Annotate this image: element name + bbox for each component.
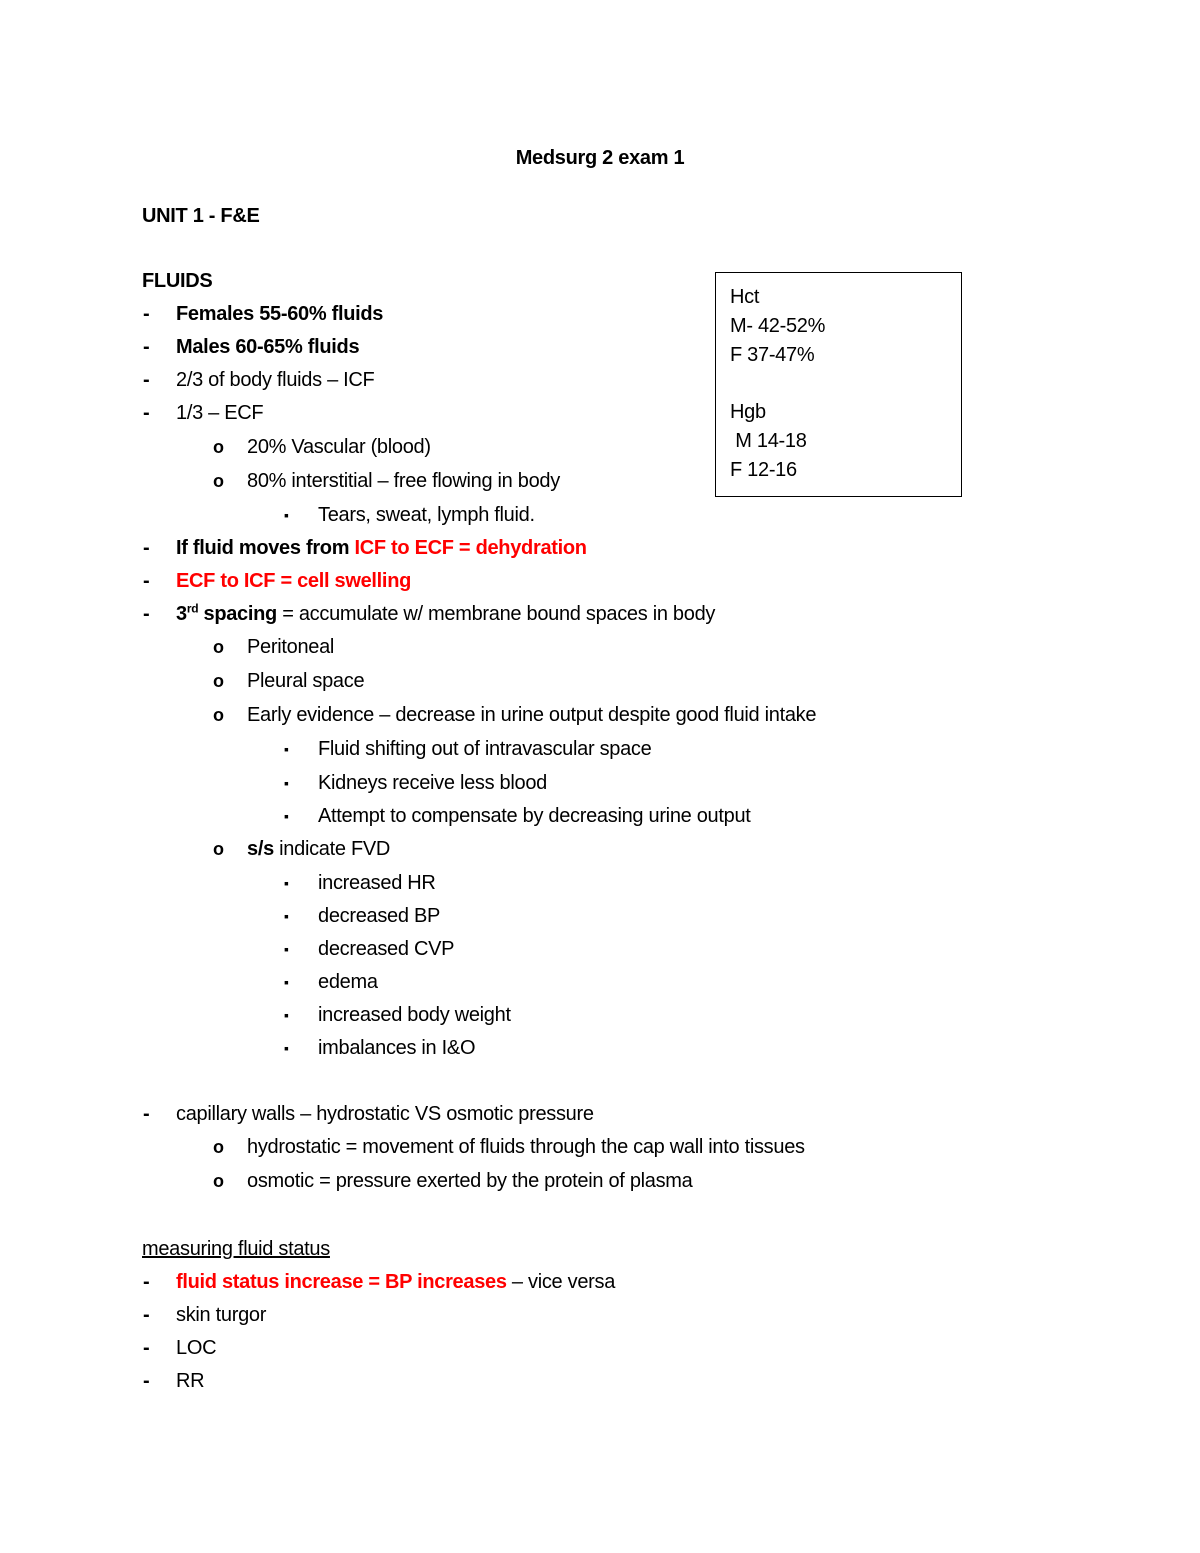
dash-bullet: - — [143, 303, 150, 325]
square-bullet: ▪ — [284, 1007, 289, 1023]
third-spacing-number: 3 — [176, 603, 187, 625]
ss-abbrev: s/s — [247, 838, 274, 860]
list-item-fvd-sign: decreased CVP — [318, 938, 455, 960]
dash-bullet: - — [143, 1271, 150, 1293]
circle-bullet: o — [213, 1137, 224, 1157]
circle-bullet: o — [213, 1171, 224, 1191]
dash-bullet: - — [143, 570, 150, 592]
list-item-fvd-sign: increased HR — [318, 872, 436, 894]
page-title: Medsurg 2 exam 1 — [515, 147, 685, 169]
list-item-pleural: Pleural space — [247, 670, 365, 692]
list-item-ss-fvd — [247, 836, 390, 862]
icf-ecf-highlight: ICF to ECF = dehydration — [354, 537, 587, 559]
third-spacing-definition: = accumulate w/ membrane bound spaces in body — [276, 603, 716, 625]
list-item-third-spacing — [176, 601, 715, 627]
hct-label: Hct — [730, 286, 760, 308]
lab-values-box — [715, 272, 962, 497]
list-item-tears: Tears, sweat, lymph fluid. — [318, 504, 535, 526]
square-bullet: ▪ — [284, 875, 289, 891]
list-item-icf: 2/3 of body fluids – ICF — [176, 369, 375, 391]
dash-bullet: - — [143, 1337, 150, 1359]
hct-male-range: M- 42-52% — [730, 315, 826, 337]
circle-bullet: o — [213, 471, 224, 491]
list-item-bp — [176, 1269, 615, 1295]
third-spacing-superscript: rd — [186, 601, 199, 616]
list-item-females: Females 55-60% fluids — [176, 303, 384, 325]
square-bullet: ▪ — [284, 974, 289, 990]
measuring-heading: measuring fluid status — [142, 1238, 330, 1260]
list-item-early-evidence: Early evidence – decrease in urine output despite good fluid intake — [247, 704, 817, 726]
list-item-rr: RR — [176, 1370, 205, 1392]
list-item-kidneys: Kidneys receive less blood — [318, 772, 547, 794]
list-item-osmotic: osmotic = pressure exerted by the protein of plasma — [247, 1170, 693, 1192]
square-bullet: ▪ — [284, 1040, 289, 1056]
dash-bullet: - — [143, 603, 150, 625]
list-item-ecf-to-icf: ECF to ICF = cell swelling — [176, 570, 412, 592]
list-item-icf-to-ecf — [176, 535, 587, 561]
third-spacing-term: spacing — [198, 603, 277, 625]
hct-female-range: F 37-47% — [730, 344, 815, 366]
list-item-fvd-sign: decreased BP — [318, 905, 441, 927]
list-item-peritoneal: Peritoneal — [247, 636, 335, 658]
list-item-vascular: 20% Vascular (blood) — [247, 436, 431, 458]
hgb-male-range: M 14-18 — [730, 430, 807, 452]
dash-bullet: - — [143, 1304, 150, 1326]
unit-heading: UNIT 1 - F&E — [142, 205, 260, 227]
list-item-interstitial: 80% interstitial – free flowing in body — [247, 470, 560, 492]
square-bullet: ▪ — [284, 775, 289, 791]
circle-bullet: o — [213, 437, 224, 457]
list-item-attempt: Attempt to compensate by decreasing urine output — [318, 805, 751, 827]
list-item-fluid-shifting: Fluid shifting out of intravascular space — [318, 738, 652, 760]
square-bullet: ▪ — [284, 507, 289, 523]
dash-bullet: - — [143, 402, 150, 424]
list-item-males: Males 60-65% fluids — [176, 336, 360, 358]
list-item-fvd-sign: increased body weight — [318, 1004, 511, 1026]
square-bullet: ▪ — [284, 941, 289, 957]
list-item-ecf: 1/3 – ECF — [176, 402, 264, 424]
list-item-skin-turgor: skin turgor — [176, 1304, 267, 1326]
square-bullet: ▪ — [284, 741, 289, 757]
icf-ecf-prefix: If fluid moves from — [176, 537, 355, 559]
dash-bullet: - — [143, 1370, 150, 1392]
circle-bullet: o — [213, 671, 224, 691]
list-item-loc: LOC — [176, 1337, 217, 1359]
square-bullet: ▪ — [284, 808, 289, 824]
list-item-hydrostatic: hydrostatic = movement of fluids through the cap wall into tissues — [247, 1136, 805, 1158]
square-bullet: ▪ — [284, 908, 289, 924]
bp-rest: – vice versa — [506, 1271, 616, 1293]
dash-bullet: - — [143, 369, 150, 391]
dash-bullet: - — [143, 336, 150, 358]
fluids-heading: FLUIDS — [142, 270, 213, 292]
ss-text: indicate FVD — [273, 838, 391, 860]
dash-bullet: - — [143, 1103, 150, 1125]
list-item-capillary: capillary walls – hydrostatic VS osmotic pressure — [176, 1103, 594, 1125]
circle-bullet: o — [213, 637, 224, 657]
list-item-fvd-sign: edema — [318, 971, 378, 993]
bp-highlight: fluid status increase = BP increases — [176, 1271, 507, 1293]
hgb-female-range: F 12-16 — [730, 459, 797, 481]
dash-bullet: - — [143, 537, 150, 559]
circle-bullet: o — [213, 839, 224, 859]
list-item-fvd-sign: imbalances in I&O — [318, 1037, 476, 1059]
circle-bullet: o — [213, 705, 224, 725]
hgb-label: Hgb — [730, 401, 766, 423]
